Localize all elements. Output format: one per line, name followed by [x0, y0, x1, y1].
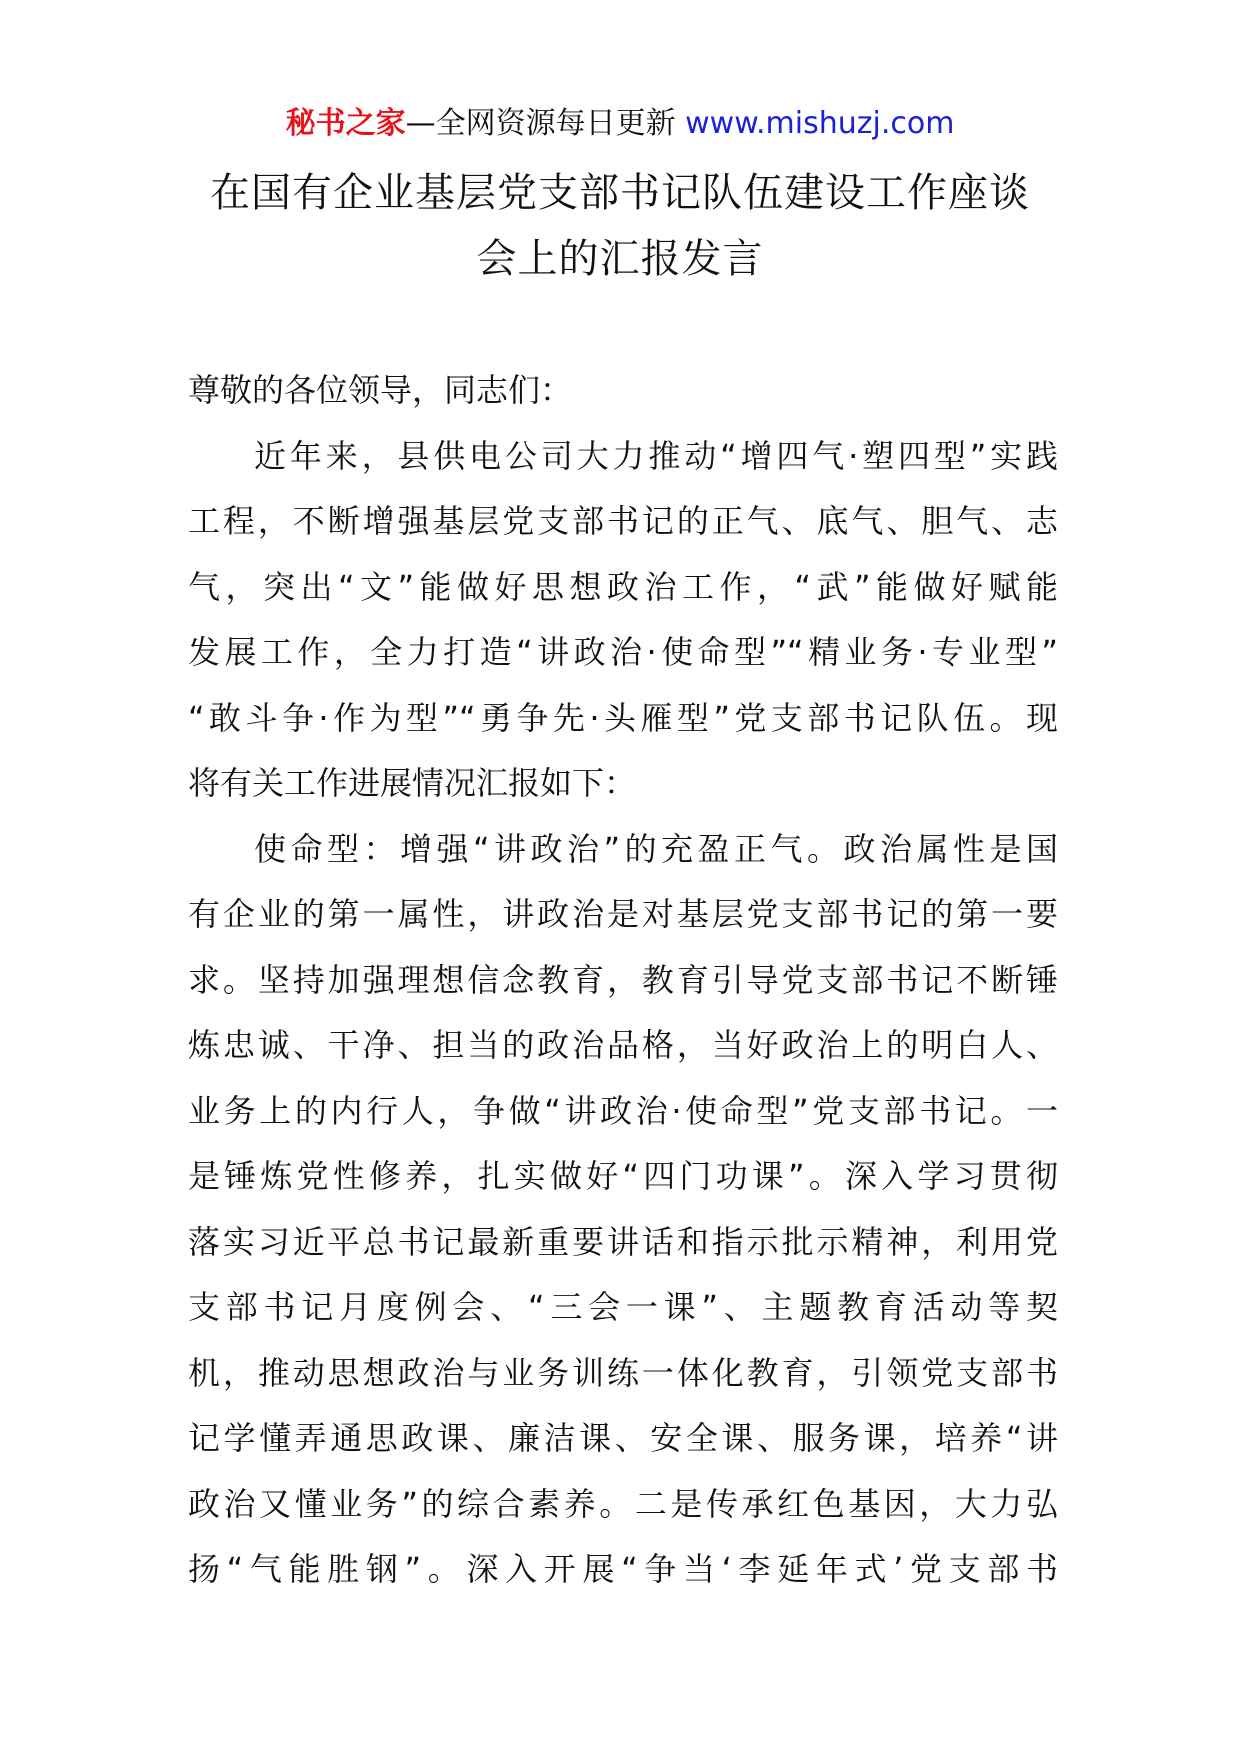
- body-line: “敢斗争·作为型”“勇争先·头雁型”党支部书记队伍。现: [188, 698, 1058, 737]
- body-line: 机，推动思想政治与业务训练一体化教育，引领党支部书: [188, 1353, 1058, 1392]
- body-line: 扬“气能胜钢”。深入开展“争当‘李延年式’党支部书: [188, 1550, 1058, 1588]
- header-tagline: —全网资源每日更新: [405, 106, 676, 141]
- title-line: 在国有企业基层党支部书记队伍建设工作座谈: [210, 170, 1030, 216]
- body-line: 将有关工作进展情况汇报如下：: [188, 764, 637, 802]
- body-line: 工程，不断增强基层党支部书记的正气、底气、胆气、志: [188, 502, 1058, 540]
- body-line: 有企业的第一属性，讲政治是对基层党支部书记的第一要: [188, 895, 1058, 933]
- body-line: 气，突出“文”能做好思想政治工作，“武”能做好赋能: [188, 567, 1058, 606]
- body-line: 炼忠诚、干净、担当的政治品格，当好政治上的明白人、: [188, 1026, 1058, 1064]
- brand-name: 秘书之家: [285, 106, 406, 141]
- body-line: 记学懂弄通思政课、廉洁课、安全课、服务课，培养“讲: [188, 1419, 1058, 1457]
- body-line: 落实习近平总书记最新重要讲话和指示批示精神，利用党: [188, 1222, 1058, 1261]
- body-line: 求。坚持加强理想信念教育，教育引导党支部书记不断锤: [188, 960, 1058, 999]
- body-line: 政治又懂业务”的综合素养。二是传承红色基因，大力弘: [188, 1484, 1058, 1523]
- body-line: 业务上的内行人，争做“讲政治·使命型”党支部书记。一: [188, 1091, 1058, 1130]
- body-line: 发展工作，全力打造“讲政治·使命型”“精业务·专业型”: [188, 633, 1058, 671]
- document-title: [150, 160, 1090, 292]
- site-header: [0, 100, 1240, 148]
- body-line: 支部书记月度例会、“三会一课”、主题教育活动等契: [188, 1288, 1058, 1326]
- body-line: 近年来，县供电公司大力推动“增四气·塑四型”实践: [254, 436, 1058, 475]
- body-line: 使命型：增强“讲政治”的充盈正气。政治属性是国: [254, 829, 1058, 868]
- document-body: [188, 358, 1058, 1603]
- title-line: 会上的汇报发言: [476, 236, 764, 282]
- body-line: 是锤炼党性修养，扎实做好“四门功课”。深入学习贯彻: [188, 1157, 1058, 1195]
- salutation: 尊敬的各位领导，同志们：: [188, 371, 573, 409]
- site-url-link[interactable]: www.mishuzj.com: [685, 106, 955, 141]
